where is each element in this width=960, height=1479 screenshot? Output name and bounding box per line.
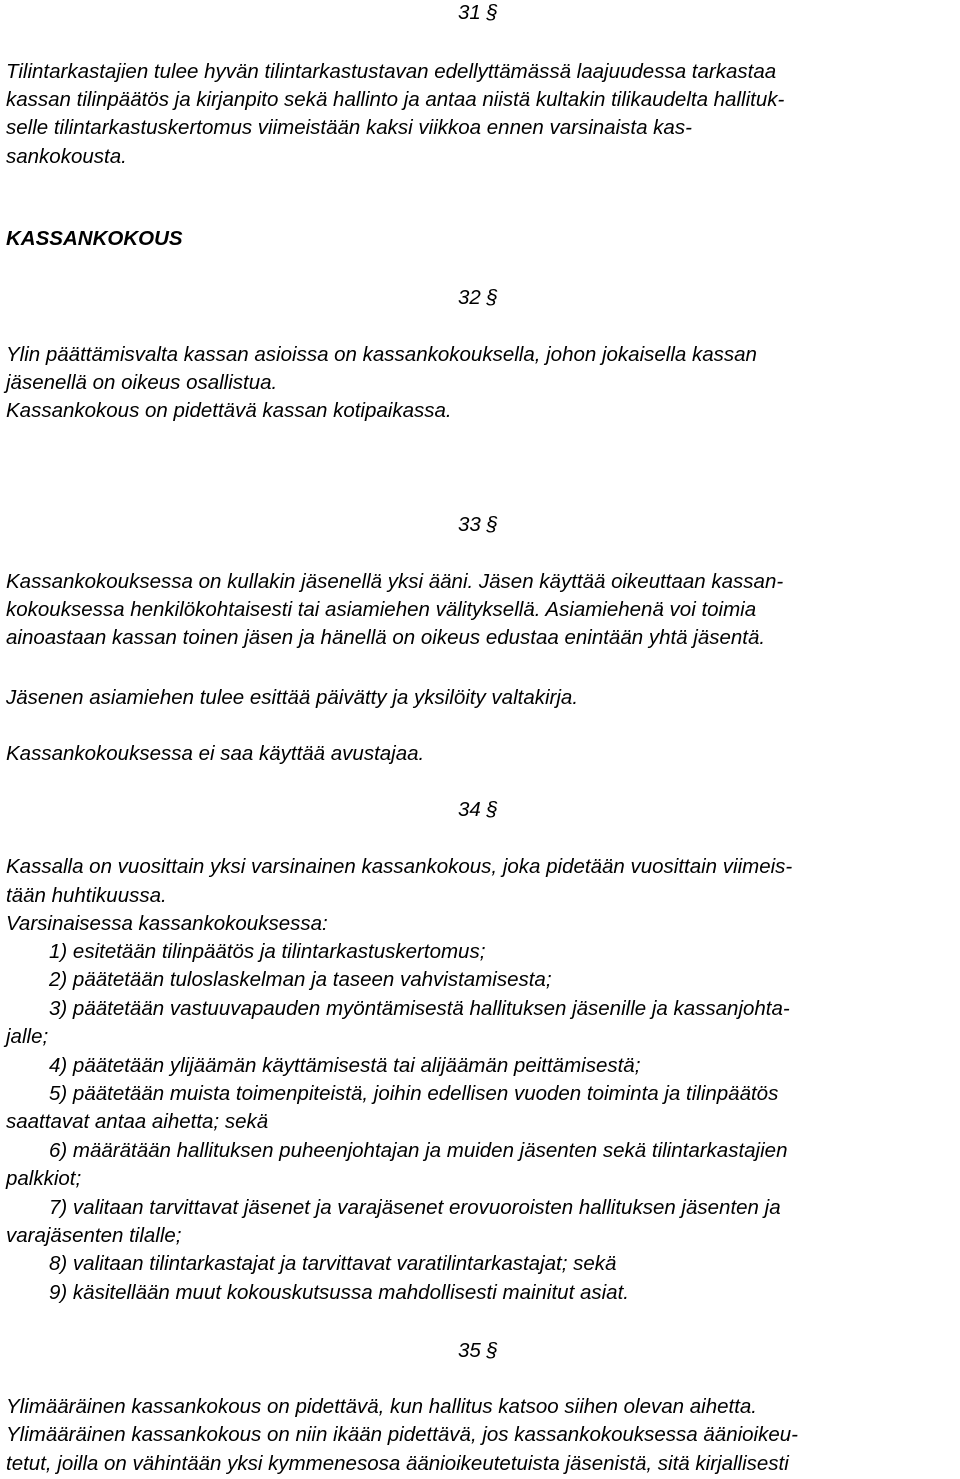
- list-item-continuation: jalle;: [6, 1025, 49, 1048]
- list-item: 1) esitetään tilinpäätös ja tilintarkastuskertomus;: [49, 940, 486, 963]
- list-item-continuation: varajäsenten tilalle;: [6, 1224, 182, 1247]
- list-item: 9) käsitellään muut kokouskutsussa mahdollisesti mainitut asiat.: [49, 1281, 629, 1304]
- text-line: Ylimääräinen kassankokous on pidettävä, kun hallitus katsoo siihen olevan aihetta.: [6, 1395, 757, 1418]
- list-item-continuation: palkkiot;: [6, 1167, 82, 1190]
- text-line: Kassankokouksessa on kullakin jäsenellä yksi ääni. Jäsen käyttää oikeuttaan kassan-: [6, 570, 784, 593]
- section-number-33: 33 §: [458, 513, 498, 536]
- text-line: kokouksessa henkilökohtaisesti tai asiamiehen välityksellä. Asiamiehenä voi toimia: [6, 598, 757, 621]
- list-item: 3) päätetään vastuuvapauden myöntämisestä hallituksen jäsenille ja kassanjohta-: [49, 997, 790, 1020]
- section-number-35: 35 §: [458, 1339, 498, 1362]
- text-line: jäsenellä on oikeus osallistua.: [6, 371, 278, 394]
- text-line: tetut, joilla on vähintään yksi kymmenesosa äänioikeutetuista jäsenistä, sitä kirjallisesti: [6, 1452, 789, 1475]
- text-line: Tilintarkastajien tulee hyvän tilintarkastustavan edellyttämässä laajuudessa tarkastaa: [6, 60, 777, 83]
- text-line: kassan tilinpäätös ja kirjanpito sekä hallinto ja antaa niistä kultakin tilikaudelta hallituk-: [6, 88, 785, 111]
- list-item: 5) päätetään muista toimenpiteistä, joihin edellisen vuoden toiminta ja tilinpäätös: [49, 1082, 779, 1105]
- text-line: Kassankokouksessa ei saa käyttää avustajaa.: [6, 742, 425, 765]
- text-line: sankokousta.: [6, 145, 127, 168]
- text-line: selle tilintarkastuskertomus viimeistään kaksi viikkoa ennen varsinaista kas-: [6, 116, 692, 139]
- text-line: ainoastaan kassan toinen jäsen ja hänellä on oikeus edustaa enintään yhtä jäsentä.: [6, 626, 766, 649]
- list-item: 4) päätetään ylijäämän käyttämisestä tai alijäämän peittämisestä;: [49, 1054, 641, 1077]
- section-number-34: 34 §: [458, 798, 498, 821]
- list-item: 2) päätetään tuloslaskelman ja taseen vahvistamisesta;: [49, 968, 552, 991]
- section-number-31: 31 §: [458, 1, 498, 24]
- list-item: 7) valitaan tarvittavat jäsenet ja varajäsenet erovuoroisten hallituksen jäsenten ja: [49, 1196, 781, 1219]
- text-line: Kassalla on vuosittain yksi varsinainen kassankokous, joka pidetään vuosittain viimeis-: [6, 855, 793, 878]
- list-item: 8) valitaan tilintarkastajat ja tarvittavat varatilintarkastajat; sekä: [49, 1252, 617, 1275]
- text-line: Kassankokous on pidettävä kassan kotipaikassa.: [6, 399, 452, 422]
- text-line: Ylimääräinen kassankokous on niin ikään pidettävä, jos kassankokouksessa äänioikeu-: [6, 1423, 798, 1446]
- list-item: 6) määrätään hallituksen puheenjohtajan ja muiden jäsenten sekä tilintarkastajien: [49, 1139, 788, 1162]
- text-line: Jäsenen asiamiehen tulee esittää päivätty ja yksilöity valtakirja.: [6, 686, 579, 709]
- section-heading: KASSANKOKOUS: [6, 227, 183, 250]
- text-line: tään huhtikuussa.: [6, 884, 167, 907]
- text-line: Varsinaisessa kassankokouksessa:: [6, 912, 328, 935]
- section-number-32: 32 §: [458, 286, 498, 309]
- text-line: Ylin päättämisvalta kassan asioissa on kassankokouksella, johon jokaisella kassan: [6, 343, 757, 366]
- list-item-continuation: saattavat antaa aihetta; sekä: [6, 1110, 269, 1133]
